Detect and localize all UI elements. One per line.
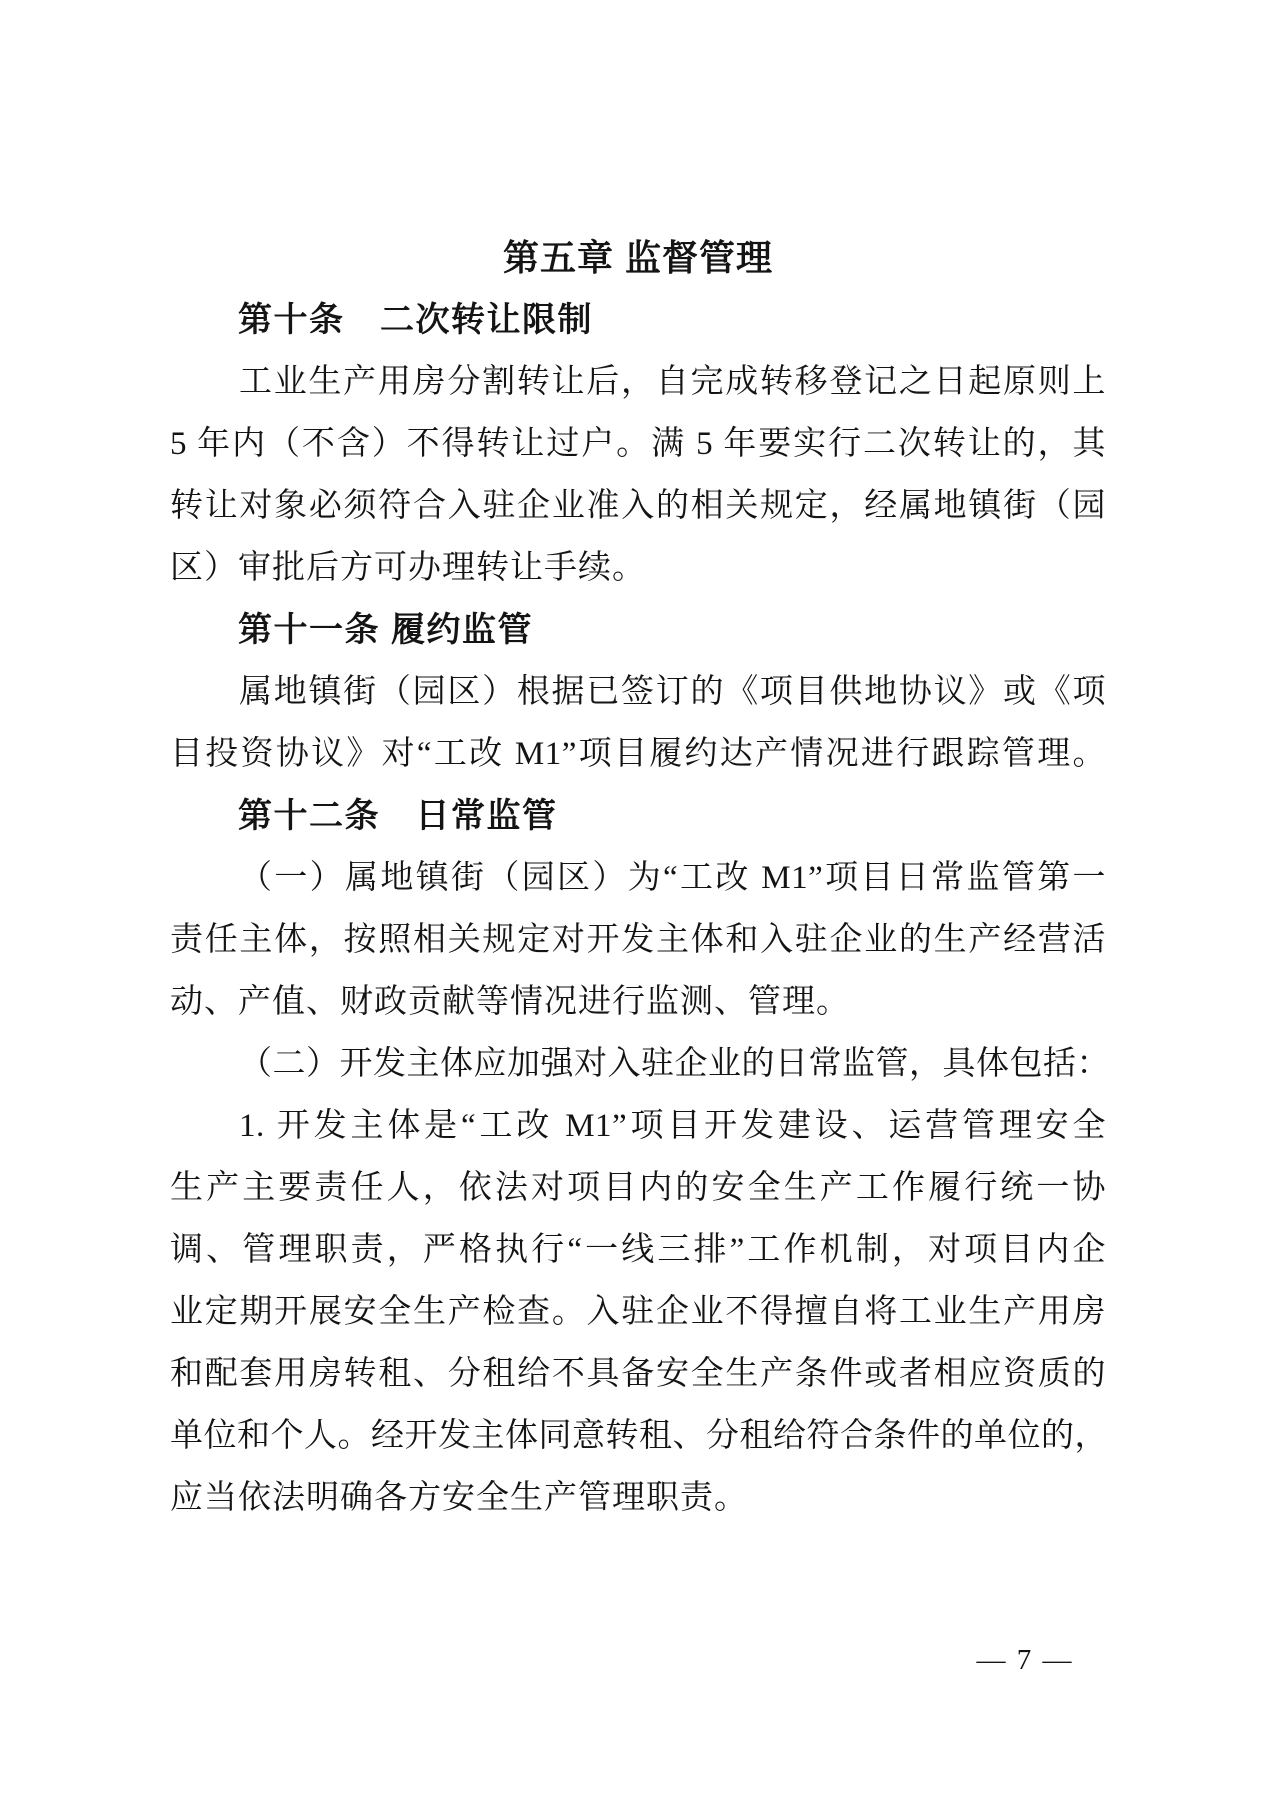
page-number: — 7 —: [976, 1644, 1074, 1676]
article-11-heading: 第十一条 履约监管: [238, 611, 533, 649]
body-line: 属地镇街（园区）根据已签订的《项目供地协议》或《项: [239, 674, 1106, 710]
body-line: 区）审批后方可办理转让手续。: [170, 550, 646, 586]
body-line: 责任主体，按照相关规定对开发主体和入驻企业的生产经营活: [170, 922, 1106, 958]
body-line: 转让对象必须符合入驻企业准入的相关规定，经属地镇街（园: [170, 488, 1106, 524]
body-line: 单位和个人。经开发主体同意转租、分租给符合条件的单位的，: [170, 1418, 1108, 1454]
body-line: 调、管理职责，严格执行“一线三排”工作机制，对项目内企: [170, 1232, 1106, 1268]
document-content: [170, 227, 1110, 1529]
body-line: 应当依法明确各方安全生产管理职责。: [170, 1480, 748, 1516]
chapter-title: 第五章 监督管理: [502, 237, 773, 278]
body-line: 动、产值、财政贡献等情况进行监测、管理。: [170, 984, 850, 1020]
body-line: 工业生产用房分割转让后，自完成转移登记之日起原则上: [239, 364, 1106, 400]
body-line: 5 年内（不含）不得转让过户。满 5 年要实行二次转让的，其: [170, 426, 1106, 462]
article-12-heading: 第十二条 日常监管: [238, 797, 558, 835]
body-line: 1. 开发主体是“工改 M1”项目开发建设、运营管理安全: [239, 1108, 1106, 1144]
body-line: 和配套用房转租、分租给不具备安全生产条件或者相应资质的: [170, 1356, 1106, 1392]
article-10-heading: 第十条 二次转让限制: [238, 301, 593, 339]
body-line: （一）属地镇街（园区）为“工改 M1”项目日常监管第一: [239, 860, 1106, 896]
body-line: 业定期开展安全生产检查。入驻企业不得擅自将工业生产用房: [170, 1294, 1106, 1330]
body-line: 目投资协议》对“工改 M1”项目履约达产情况进行跟踪管理。: [170, 736, 1106, 772]
body-line: （二）开发主体应加强对入驻企业的日常监管，具体包括：: [239, 1046, 1110, 1082]
body-line: 生产主要责任人，依法对项目内的安全生产工作履行统一协: [170, 1170, 1106, 1206]
